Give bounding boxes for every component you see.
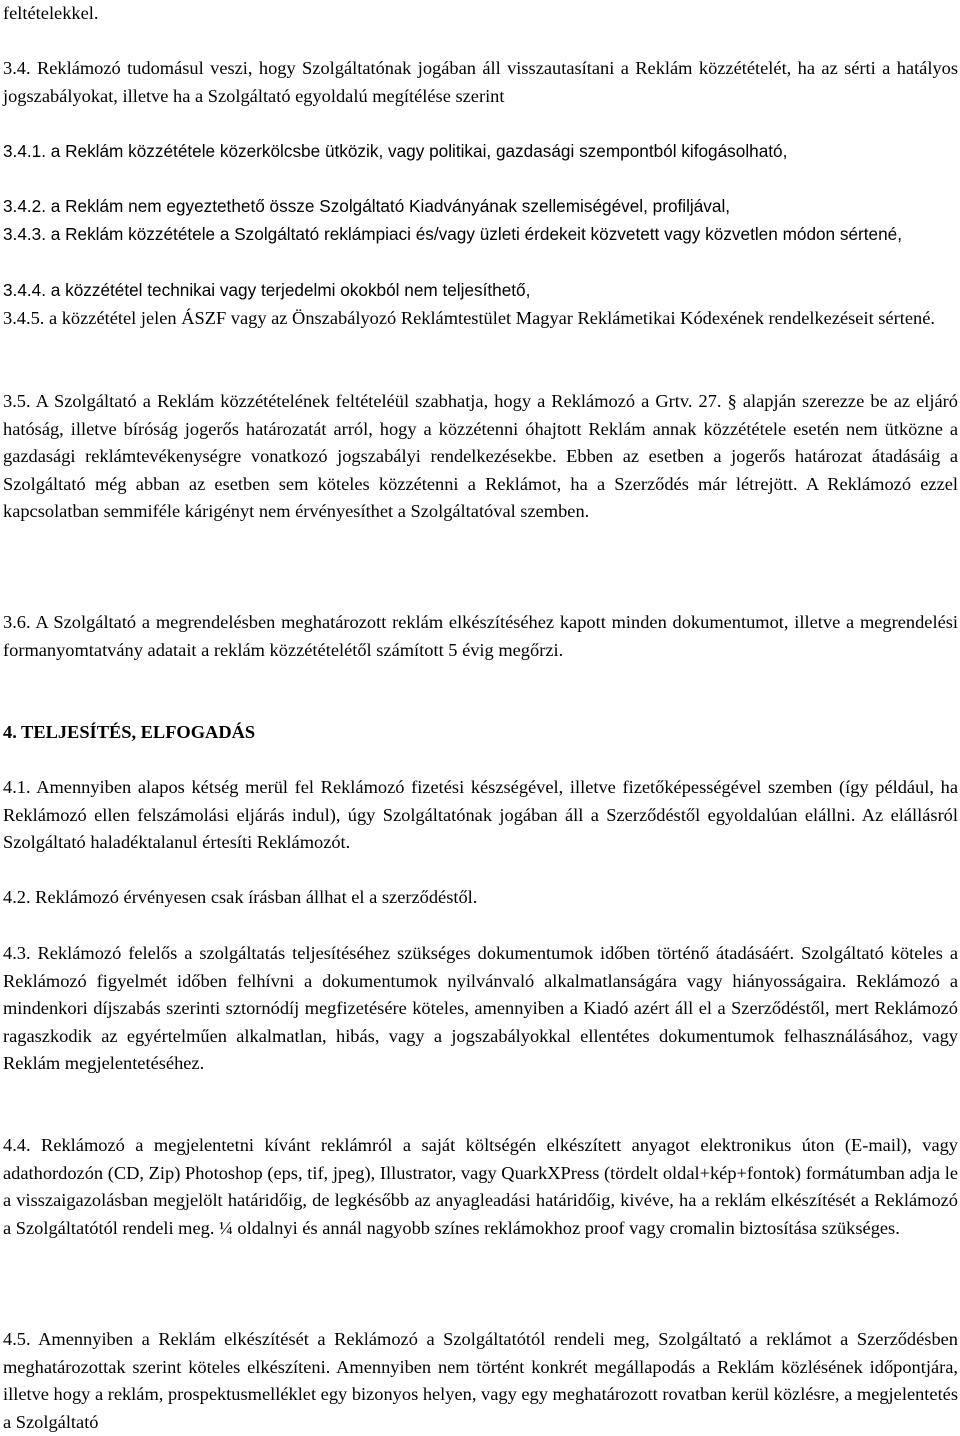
section-3-4-5: 3.4.5. a közzététel jelen ÁSZF vagy az Önszabályozó Reklámtestület Magyar Reklámetikai Kódexének rendelkezéseit sértené. bbox=[3, 308, 935, 328]
section-3-6: 3.6. A Szolgáltató a megrendelésben meghatározott reklám elkészítéséhez kapott minden dokumentumot, illetve a megrendelési formanyomtatvány adatait a reklám közzétételétől számított 5 évig megőrzi. bbox=[3, 612, 958, 660]
section-4-4: 4.4. Reklámozó a megjelentetni kívánt reklámról a saját költségén elkészített anyagot elektronikus úton (E-mail), vagy adathordozón (CD, Zip) Photoshop (eps, tif, jpeg), Illustrator, vagy QuarkXPress (tördelt oldal+kép+fontok) formátumban adja le a visszaigazolásban megjelölt határidőig, de legkésőbb az anyagleadási határidőig, kivéve, ha a reklám elkészítését a Reklámozó a Szolgáltatótól rendeli meg. ¼ oldalnyi és annál nagyobb színes reklámokhoz proof vagy cromalin biztosítása szükséges. bbox=[3, 1135, 958, 1238]
section-4-heading: 4. TELJESÍTÉS, ELFOGADÁS bbox=[3, 722, 256, 742]
section-4-2: 4.2. Reklámozó érvényesen csak írásban állhat el a szerződéstől. bbox=[3, 887, 478, 907]
section-4-1: 4.1. Amennyiben alapos kétség merül fel Reklámozó fizetési készségével, illetve fizetőképességével szemben (így például, ha Reklámozó ellen felszámolási eljárás indul), úgy Szolgáltatónak jogában áll a Szerződéstől egyoldalúan elállni. Az elállásról Szolgáltató haladéktalanul értesíti Reklámozót. bbox=[3, 777, 958, 853]
section-3-4: 3.4. Reklámozó tudomásul veszi, hogy Szolgáltatónak jogában áll visszautasítani a Reklám közzétételét, ha az sérti a hatályos jogszabályokat, illetve ha a Szolgáltató egyoldalú megítélése szerint bbox=[3, 58, 958, 106]
section-3-4-4: 3.4.4. a közzététel technikai vagy terjedelmi okokból nem teljesíthető, bbox=[3, 280, 531, 300]
section-3-4-3: 3.4.3. a Reklám közzététele a Szolgáltató reklámpiaci és/vagy üzleti érdekeit közvetett vagy közvetlen módon sértené, bbox=[3, 224, 902, 244]
section-3-4-1: 3.4.1. a Reklám közzététele közerkölcsbe ütközik, vagy politikai, gazdasági szempontból kifogásolható, bbox=[3, 141, 788, 161]
section-4-3: 4.3. Reklámozó felelős a szolgáltatás teljesítéséhez szükséges dokumentumok időben történő átadásáért. Szolgáltató köteles a Reklámozó figyelmét időben felhívni a dokumentumok nyilvánvaló alkalmatlanságára vagy hiányosságaira. Reklámozó a mindenkori díjszabás szerinti sztornódíj megfizetésére köteles, amennyiben a Kiadó azért áll el a Szerződéstől, mert Reklámozó ragaszkodik az egyértelműen alkalmatlan, hibás, vagy a jogszabályokkal ellentétes dokumentumok felhasználásához, vagy Reklám megjelentetéséhez. bbox=[3, 943, 958, 1074]
section-4-5: 4.5. Amennyiben a Reklám elkészítését a Reklámozó a Szolgáltatótól rendeli meg, Szolgáltató a reklámot a Szerződésben meghatározottak szerint köteles elkészíteni. Amennyiben nem történt konkrét megállapodás a Reklám közlésének időpontjára, illetve hogy a reklám, prospektusmelléklet egy bizonyos helyen, vagy egy meghatározott rovatban kerül közlésre, a megjelentetés a Szolgáltató bbox=[3, 1329, 958, 1432]
section-3-4-2: 3.4.2. a Reklám nem egyeztethető össze Szolgáltató Kiadványának szellemiségével, profiljával, bbox=[3, 196, 731, 216]
top-fragment: feltételekkel. bbox=[3, 3, 99, 23]
section-3-5: 3.5. A Szolgáltató a Reklám közzétételének feltételéül szabhatja, hogy a Reklámozó a Grtv. 27. § alapján szerezze be az eljáró hatóság, illetve bíróság jogerős határozatát arról, hogy a közzétenni óhajtott Reklám annak közzététele esetén nem ütközne a gazdasági reklámtevékenységre vonatkozó jogszabályi rendelkezésekbe. Ebben az esetben a jogerős határozat átadásáig a Szolgáltató még abban az esetben sem köteles közzétenni a Reklámot, ha a Szerződés már létrejött. A Reklámozó ezzel kapcsolatban semmiféle kárigényt nem érvényesíthet a Szolgáltatóval szemben. bbox=[3, 391, 958, 522]
